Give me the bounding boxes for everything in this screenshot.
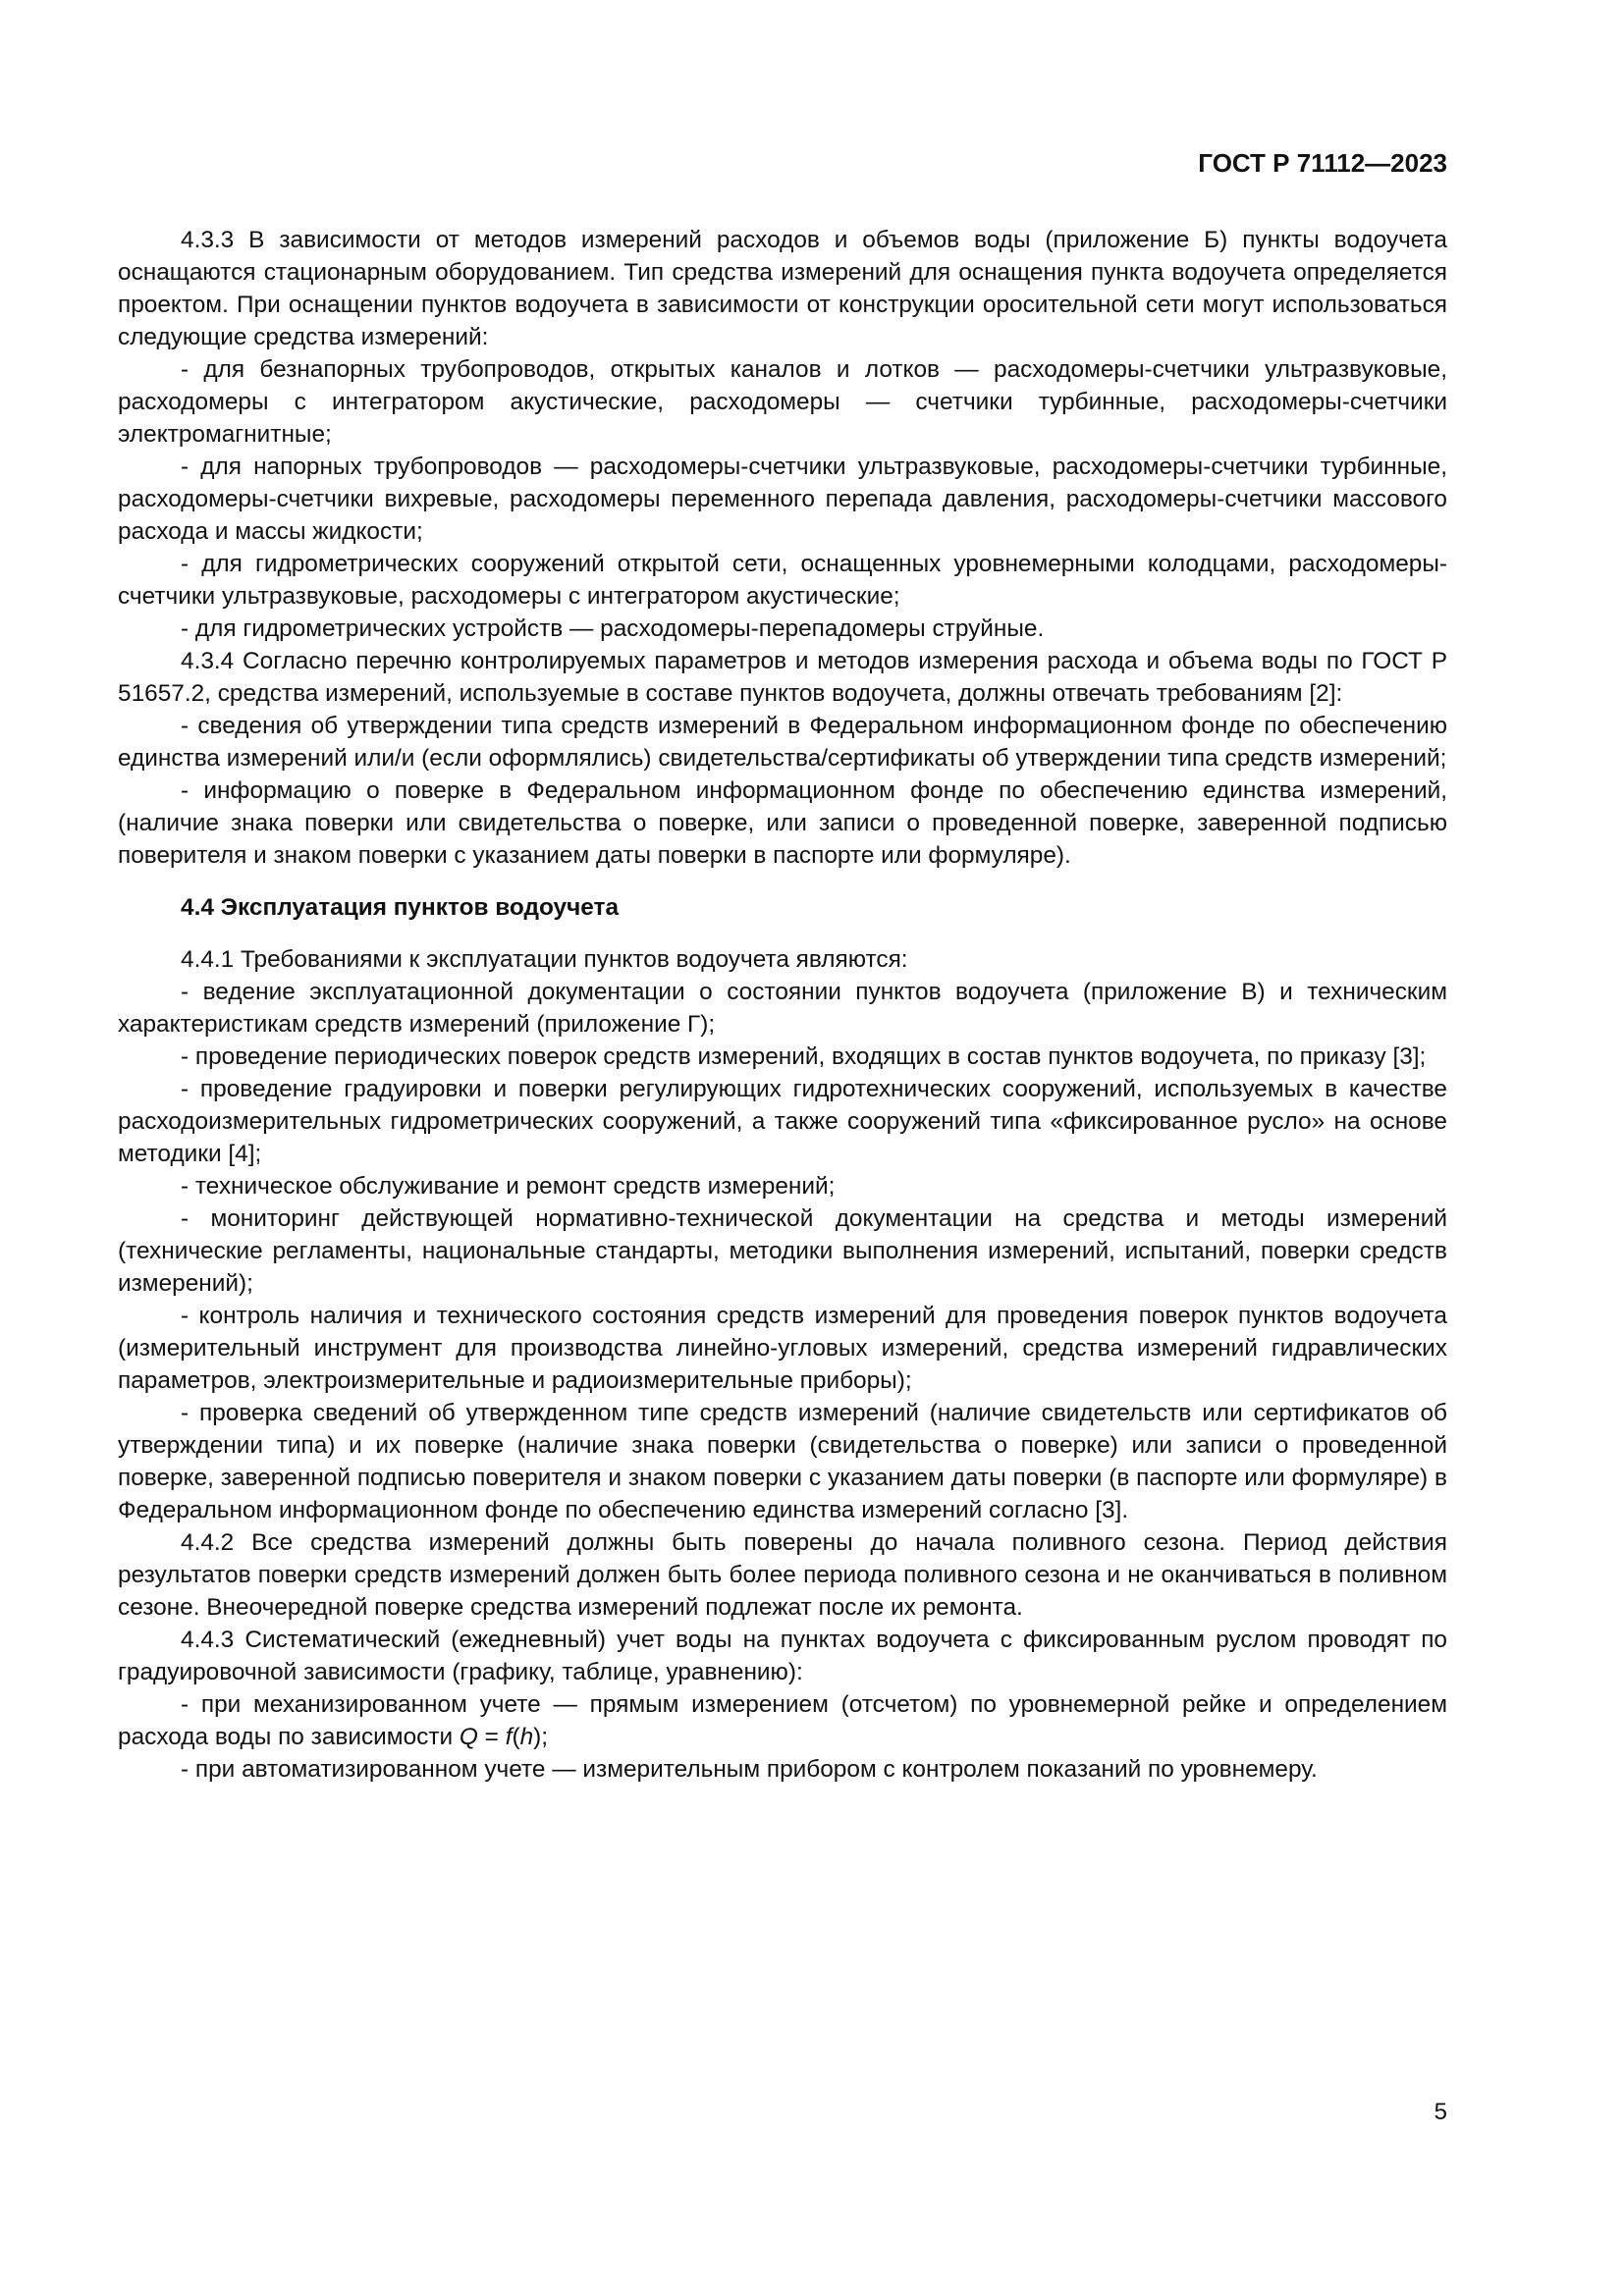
paragraph: - мониторинг действующей нормативно-технической документации на средства и методы измерений (технические регламенты, национальные стандарты, методики выполнения измерений, испытаний, поверки средств измерений); (118, 1205, 1447, 1297)
formula-variable-q: Q (459, 1724, 478, 1750)
document-code: ГОСТ Р 71112—2023 (1198, 148, 1447, 178)
paragraph: - для безнапорных трубопроводов, открытых каналов и лотков — расходомеры-счетчики ультразвуковые, расходомеры с интегратором акустические, расходомеры — счетчики турбинные, расходомеры-счетчики электромагнитные; (118, 356, 1447, 448)
paragraph: 4.4.3 Систематический (ежедневный) учет воды на пунктах водоучета с фиксированным руслом проводят по градуировочной зависимости (графику, таблице, уравнению): (118, 1627, 1447, 1685)
paragraph: - для напорных трубопроводов — расходомеры-счетчики ультразвуковые, расходомеры-счетчики турбинные, расходомеры-счетчики вихревые, расходомеры переменного перепада давления, расходомеры-счетчики массового расхода и массы жидкости; (118, 454, 1447, 545)
formula-function-f: f (505, 1724, 513, 1750)
paragraph: - проведение периодических поверок средств измерений, входящих в состав пунктов водоучета, по приказу [3]; (181, 1043, 1427, 1070)
paragraph: - контроль наличия и технического состояния средств измерений для проведения поверок пунктов водоучета (измерительный инструмент для производства линейно-угловых измерений, средства измерений гидравлических параметров, электроизмерительные и радиоизмерительные приборы); (118, 1303, 1447, 1394)
paragraph: 4.3.3 В зависимости от методов измерений расходов и объемов воды (приложение Б) пункты водоучета оснащаются стационарным оборудованием. Тип средства измерений для оснащения пункта водоучета определяется проектом. При оснащении пунктов водоучета в зависимости от конструкции оросительной сети могут использоваться следующие средства измерений: (118, 227, 1447, 350)
document-body (118, 224, 1447, 1786)
formula-close: ); (533, 1724, 549, 1750)
formula-variable-h: h (519, 1724, 534, 1750)
paragraph: 4.4.2 Все средства измерений должны быть поверены до начала поливного сезона. Период действия результатов поверки средств измерений должен быть более периода поливного сезона и не оканчиваться в поливном сезоне. Внеочередной поверке средства измерений подлежат после их ремонта. (118, 1529, 1447, 1621)
paragraph: 4.3.4 Согласно перечню контролируемых параметров и методов измерения расхода и объема воды по ГОСТ Р 51657.2, средства измерений, используемые в составе пунктов водоучета, должны отвечать требованиям [2]: (118, 648, 1447, 707)
paragraph: - для гидрометрических сооружений открытой сети, оснащенных уровнемерными колодцами, расходомеры-счетчики ультразвуковые, расходомеры с интегратором акустические; (118, 551, 1447, 610)
paragraph: - информацию о поверке в Федеральном информационном фонде по обеспечению единства измерений, (наличие знака поверки или свидетельства о поверке, или записи о проведенной поверке, заверенной подписью поверителя и знаком поверки с указанием даты поверки в паспорте или формуляре). (118, 777, 1447, 869)
paragraph: - проведение градуировки и поверки регулирующих гидротехнических сооружений, используемых в качестве расходоизмерительных гидрометрических сооружений, а также сооружений типа «фиксированное русло» на основе методики [4]; (118, 1076, 1447, 1167)
formula-paragraph-text: - при механизированном учете — прямым измерением (отсчетом) по уровнемерной рейке и определением расхода воды по зависимости (118, 1691, 1447, 1750)
section-heading: 4.4 Эксплуатация пунктов водоучета (181, 894, 620, 921)
paragraph: - техническое обслуживание и ремонт средств измерений; (181, 1173, 836, 1200)
paragraph: - при автоматизированном учете — измерительным прибором с контролем показаний по уровнемеру. (181, 1756, 1318, 1783)
formula-open-paren: ( (512, 1724, 520, 1750)
paragraph: - сведения об утверждении типа средств измерений в Федеральном информационном фонде по обеспечению единства измерений или/и (если оформлялись) свидетельства/сертификаты об утверждении типа средств измерений; (118, 713, 1447, 772)
formula-paragraph (118, 1688, 1447, 1753)
page-number: 5 (1434, 2099, 1447, 2125)
paragraph: - для гидрометрических устройств — расходомеры-перепадомеры струйные. (181, 615, 1045, 642)
paragraph: - проверка сведений об утвержденном типе средств измерений (наличие свидетельств или сертификатов об утверждении типа) и их поверке (наличие знака поверки (свидетельства о поверке) или записи о проведенной поверке, заверенной подписью поверителя и знаком поверки с указанием даты поверки (в паспорте или формуляре) в Федеральном информационном фонде по обеспечению единства измерений согласно [3]. (118, 1400, 1447, 1523)
paragraph: 4.4.1 Требованиями к эксплуатации пунктов водоучета являются: (181, 946, 908, 973)
formula-equals: = (477, 1724, 506, 1750)
paragraph: - ведение эксплуатационной документации о состоянии пунктов водоучета (приложение В) и техническим характеристикам средств измерений (приложение Г); (118, 979, 1447, 1038)
